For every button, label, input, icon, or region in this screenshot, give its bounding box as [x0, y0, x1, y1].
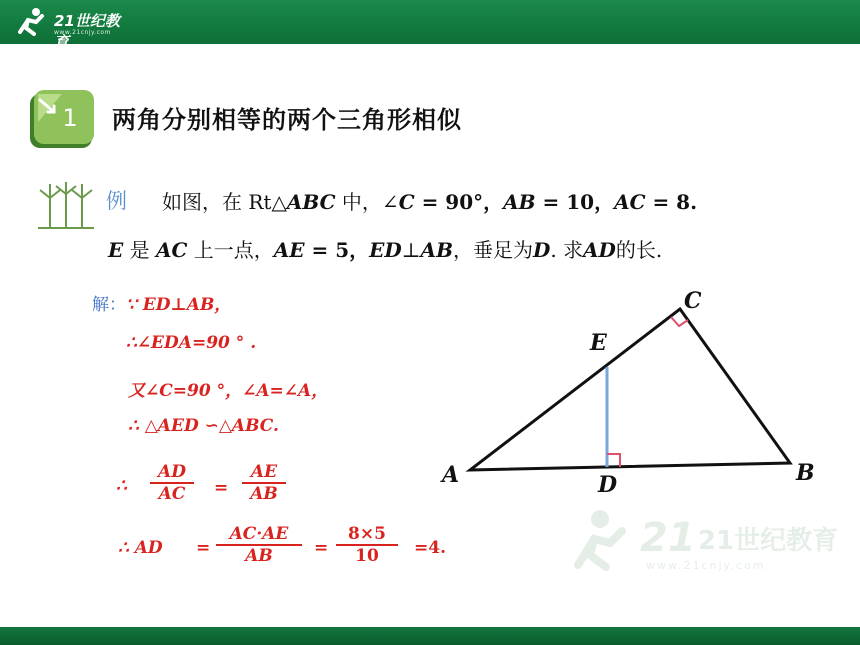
fraction-ae-ab: [242, 462, 286, 504]
numerator: 8×5: [348, 524, 386, 544]
text: 的长.: [615, 238, 663, 262]
text: = 5，: [304, 238, 370, 262]
solution-step-2: ∴∠EDA=90 ° .: [126, 333, 257, 353]
text: = 90°，: [414, 190, 504, 214]
equals-sign: =: [214, 478, 229, 498]
var-abc: ABC: [286, 190, 336, 214]
vertex-c: C: [684, 288, 702, 314]
therefore-symbol: ∴: [116, 476, 127, 496]
triangle-diagram: [430, 280, 830, 500]
right-angle-mark-d: [607, 454, 620, 467]
triangle-abc: [470, 309, 790, 470]
logo-text: 21世纪教育: [54, 12, 120, 51]
text: 如图，在 Rt△: [162, 190, 287, 214]
denominator: 10: [355, 546, 379, 566]
ad-label: ∴ AD: [118, 538, 163, 558]
footer-bar: [0, 627, 860, 645]
watermark-text: 21世纪教育: [698, 526, 839, 556]
equals-sign: =: [196, 538, 211, 558]
section-title: 两角分别相等的两个三角形相似: [112, 106, 462, 134]
var-e: E: [108, 238, 124, 262]
fraction-ad-ac: [150, 462, 194, 504]
problem-line-2: [108, 234, 662, 263]
watermark-url: www.21cnjy.com: [646, 559, 766, 572]
vertex-b: B: [796, 460, 815, 486]
text: ⊥: [401, 238, 421, 262]
logo: [14, 6, 124, 51]
fraction-acae-ab: [216, 524, 302, 566]
numerator: AE: [250, 462, 278, 482]
equals-sign: =: [314, 538, 329, 558]
result: =4.: [414, 538, 446, 558]
var-ab: AB: [503, 190, 536, 214]
solution-step-4: ∴ △AED ∽△ABC.: [128, 416, 279, 436]
problem-line-1: [162, 186, 697, 215]
text: 是: [123, 238, 156, 262]
solution-step-3: 又∠C=90 °，∠A=∠A，: [128, 381, 329, 401]
numerator: AD: [158, 462, 186, 482]
fraction-8x5-10: [336, 524, 398, 566]
runner-logo-icon: [14, 6, 48, 38]
text: 中，∠: [335, 190, 399, 214]
section-number: 1: [62, 104, 78, 132]
header-bar: [0, 0, 860, 51]
watermark-logo: [570, 505, 839, 575]
text: = 10，: [535, 190, 615, 214]
text: . 求: [550, 238, 584, 262]
var-ed: ED: [369, 238, 402, 262]
windmill-icon: [36, 180, 96, 230]
vertex-a: A: [442, 462, 460, 488]
svg-text:21: 21: [640, 515, 696, 561]
section-badge: [26, 82, 98, 152]
denominator: AB: [250, 484, 278, 504]
var-ab: AB: [420, 238, 453, 262]
text: ，垂足为: [452, 238, 533, 262]
var-ac: AC: [614, 190, 646, 214]
text: = 8.: [645, 190, 698, 214]
step-text: ∵ ED⊥AB，: [126, 295, 232, 315]
text: 上一点，: [187, 238, 274, 262]
solution-step-1: [92, 290, 231, 315]
denominator: AB: [245, 546, 273, 566]
var-ac: AC: [155, 238, 188, 262]
denominator: AC: [158, 484, 186, 504]
var-ae: AE: [273, 238, 305, 262]
vertex-d: D: [598, 472, 618, 498]
var-d: D: [532, 238, 551, 262]
var-c: C: [398, 190, 415, 214]
vertex-e: E: [590, 330, 607, 356]
solution-label: 解：: [92, 295, 126, 315]
numerator: AC·AE: [229, 524, 289, 544]
example-label: 例: [106, 189, 127, 213]
logo-url: www.21cnjy.com: [54, 29, 111, 36]
var-ad: AD: [583, 238, 616, 262]
